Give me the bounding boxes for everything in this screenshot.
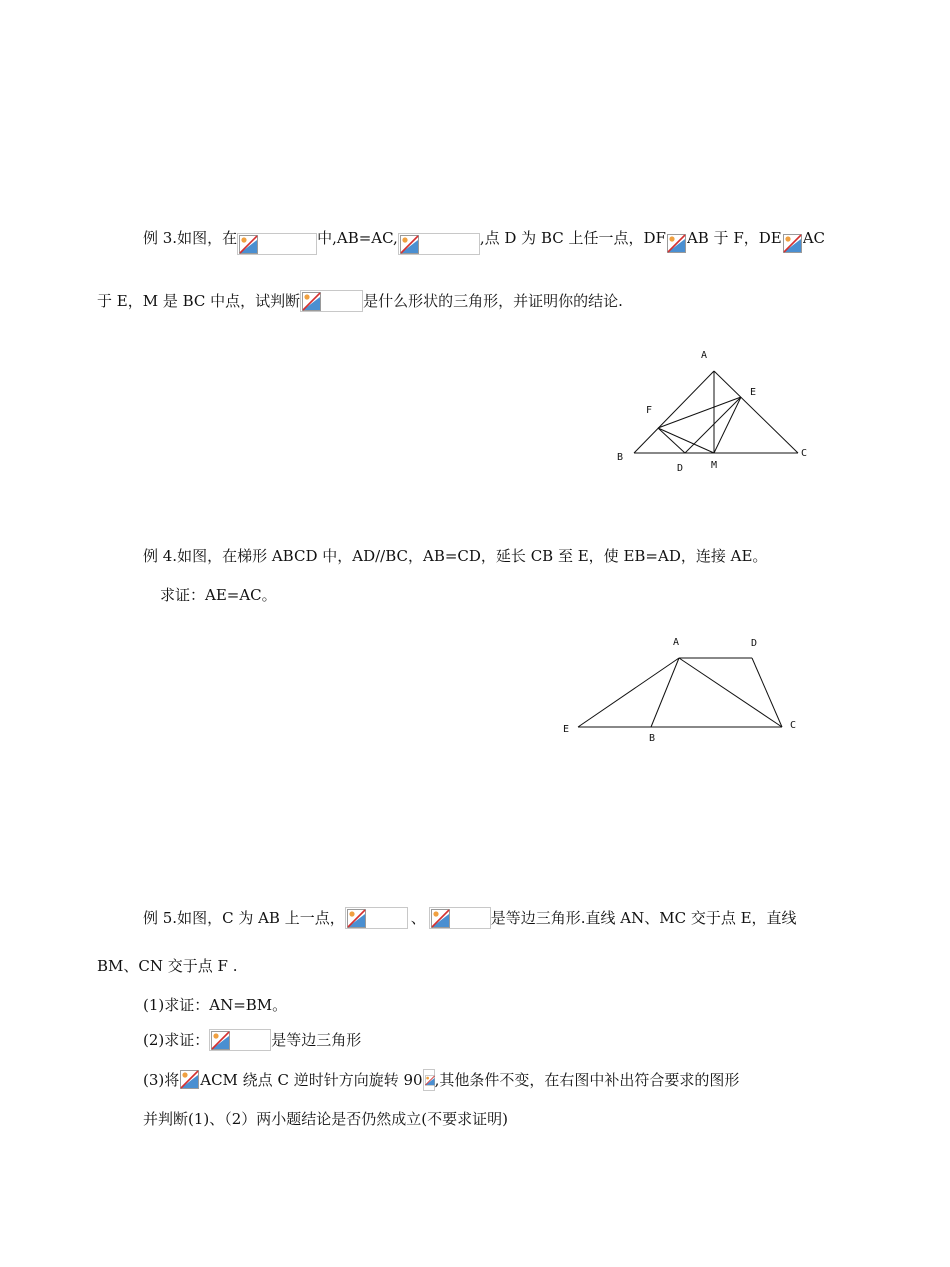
label-E: E xyxy=(563,724,570,735)
label-E: E xyxy=(750,387,757,398)
ex5-text: 是等边三角形 xyxy=(271,1031,362,1049)
ex5-text: 并判断(1)、（2）两小题结论是否仍然成立(不要求证明) xyxy=(143,1110,508,1128)
ex5-text: (2)求证： xyxy=(143,1031,210,1049)
label-M: M xyxy=(711,460,718,471)
label-B: B xyxy=(617,452,624,463)
seg-DE xyxy=(685,397,741,453)
ex3-text: AB 于 F，DE xyxy=(686,229,782,247)
label-D: D xyxy=(677,463,684,474)
ex5-line-3 xyxy=(143,994,287,1016)
ex5-text: (3)将 xyxy=(143,1071,180,1089)
image-placeholder xyxy=(209,1029,271,1051)
broken-image-icon xyxy=(302,292,321,311)
ex3-line-2 xyxy=(97,290,623,312)
ex4-line-1 xyxy=(143,545,767,567)
ex5-text: (1)求证：AN=BM。 xyxy=(143,996,288,1014)
label-F: F xyxy=(646,405,653,416)
broken-image-icon xyxy=(400,235,419,254)
broken-image-icon xyxy=(347,909,366,928)
ex5-text: 例 5.如图，C 为 AB 上一点， xyxy=(143,909,345,927)
ex3-text: ,点 D 为 BC 上任一点，DF xyxy=(479,229,666,247)
seg-AB xyxy=(651,658,679,727)
ex4-line-2 xyxy=(160,584,277,606)
ex4-figure xyxy=(555,630,805,745)
ex4-text: 求证：AE=AC。 xyxy=(160,586,277,604)
ex5-text: ,其他条件不变，在右图中补出符合要求的图形 xyxy=(434,1071,740,1089)
label-D: D xyxy=(751,638,758,649)
broken-image-icon xyxy=(431,909,450,928)
image-placeholder xyxy=(398,233,480,255)
ex3-figure xyxy=(610,343,820,478)
image-placeholder xyxy=(237,233,317,255)
label-A: A xyxy=(701,350,708,361)
broken-image-icon xyxy=(783,234,802,253)
image-placeholder xyxy=(782,233,803,255)
image-placeholder xyxy=(666,233,687,255)
seg-FD xyxy=(658,428,685,453)
ex3-text: 于 E，M 是 BC 中点，试判断 xyxy=(97,292,301,310)
ex5-text: 、 xyxy=(410,909,426,927)
ex3-line-1 xyxy=(143,221,825,255)
label-A: A xyxy=(673,637,680,648)
ex4-text: 例 4.如图，在梯形 ABCD 中，AD//BC，AB=CD，延长 CB 至 E，使 EB=AD，连接 AE。 xyxy=(143,547,768,565)
label-C: C xyxy=(801,448,808,459)
seg-AE xyxy=(578,658,679,727)
ex3-text: AC xyxy=(802,229,826,247)
image-placeholder xyxy=(300,290,363,312)
label-C: C xyxy=(790,720,797,731)
broken-image-icon xyxy=(425,1071,435,1090)
ex5-line-5 xyxy=(143,1069,739,1091)
ex5-text: 是等边三角形.直线 AN、MC 交于点 E，直线 xyxy=(490,909,797,927)
ex5-line-1 xyxy=(143,907,797,929)
image-placeholder xyxy=(179,1069,200,1091)
label-B: B xyxy=(649,733,656,744)
ex3-text: 例 3.如图，在 xyxy=(143,229,238,247)
broken-image-icon xyxy=(180,1070,199,1089)
ex5-line-4 xyxy=(143,1029,361,1051)
image-placeholder xyxy=(345,907,408,929)
ex3-text: 中,AB=AC, xyxy=(317,229,398,247)
image-placeholder xyxy=(423,1069,435,1091)
ex5-text: ACM 绕点 C 逆时针方向旋转 90 xyxy=(200,1071,423,1089)
image-placeholder xyxy=(429,907,491,929)
broken-image-icon xyxy=(667,234,686,253)
ex5-line-6 xyxy=(143,1108,508,1130)
broken-image-icon xyxy=(239,235,258,254)
ex3-text: 是什么形状的三角形，并证明你的结论. xyxy=(363,292,623,310)
ex5-line-2 xyxy=(97,955,237,977)
broken-image-icon xyxy=(211,1031,230,1050)
ex5-text: BM、CN 交于点 F . xyxy=(97,957,238,975)
